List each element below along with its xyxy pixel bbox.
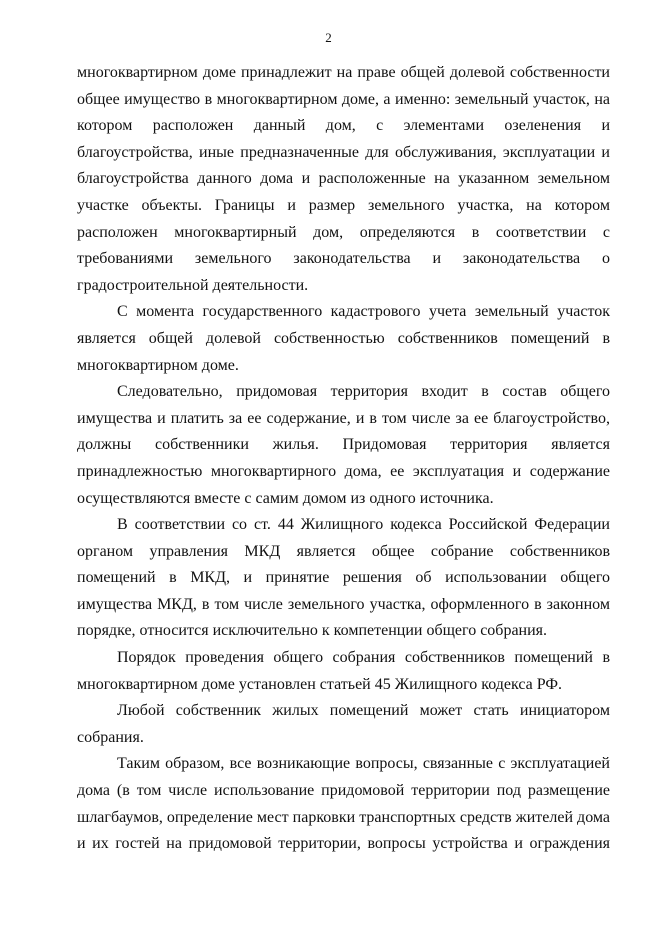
paragraph: Следовательно, придомовая территория входит в состав общего имущества и платить за ее содержание, и в том числе за ее благоустройство, должны собственники жилья. Придомовая территория является принадлежностью многоквартирного дома, ее эксплуатация и содержание осуществляются вместе с самим домом из одного источника. [77,383,610,507]
paragraph: многоквартирном доме принадлежит на праве общей долевой собственности общее имущество в многоквартирном доме, а именно: земельный участок, на котором расположен данный дом, с элементами озеленения и благоустройства, иные предназначенные для обслуживания, эксплуатации и благоустройства данного дома и расположенные на указанном земельном участке объекты. Границы и размер земельного участка, на котором расположен многоквартирный дом, определяются в соответствии с требованиями земельного законодательства и законодательства о градостроительной деятельности. [77,64,610,294]
paragraph: Любой собственник жилых помещений может стать инициатором собрания. [77,702,610,746]
document-body [77,60,610,858]
page-number: 2 [325,30,332,45]
paragraph: Таким образом, все возникающие вопросы, связанные с эксплуатацией дома (в том числе использование придомовой территории под размещение шлагбаумов, определение мест парковки транспортных средств жителей дома и их гостей на придомовой территории, вопросы устройства и ограждения [77,755,610,853]
paragraph: Порядок проведения общего собрания собственников помещений в многоквартирном доме установлен статьей 45 Жилищного кодекса РФ. [77,649,610,693]
paragraph: С момента государственного кадастрового учета земельный участок является общей долевой собственностью собственников помещений в многоквартирном доме. [77,303,610,374]
paragraph: В соответствии со ст. 44 Жилищного кодекса Российской Федерации органом управления МКД является общее собрание собственников помещений в МКД, и принятие решения об использовании общего имущества МКД, в том числе земельного участка, оформленного в законном порядке, относится исключительно к компетенции общего собрания. [77,516,610,640]
